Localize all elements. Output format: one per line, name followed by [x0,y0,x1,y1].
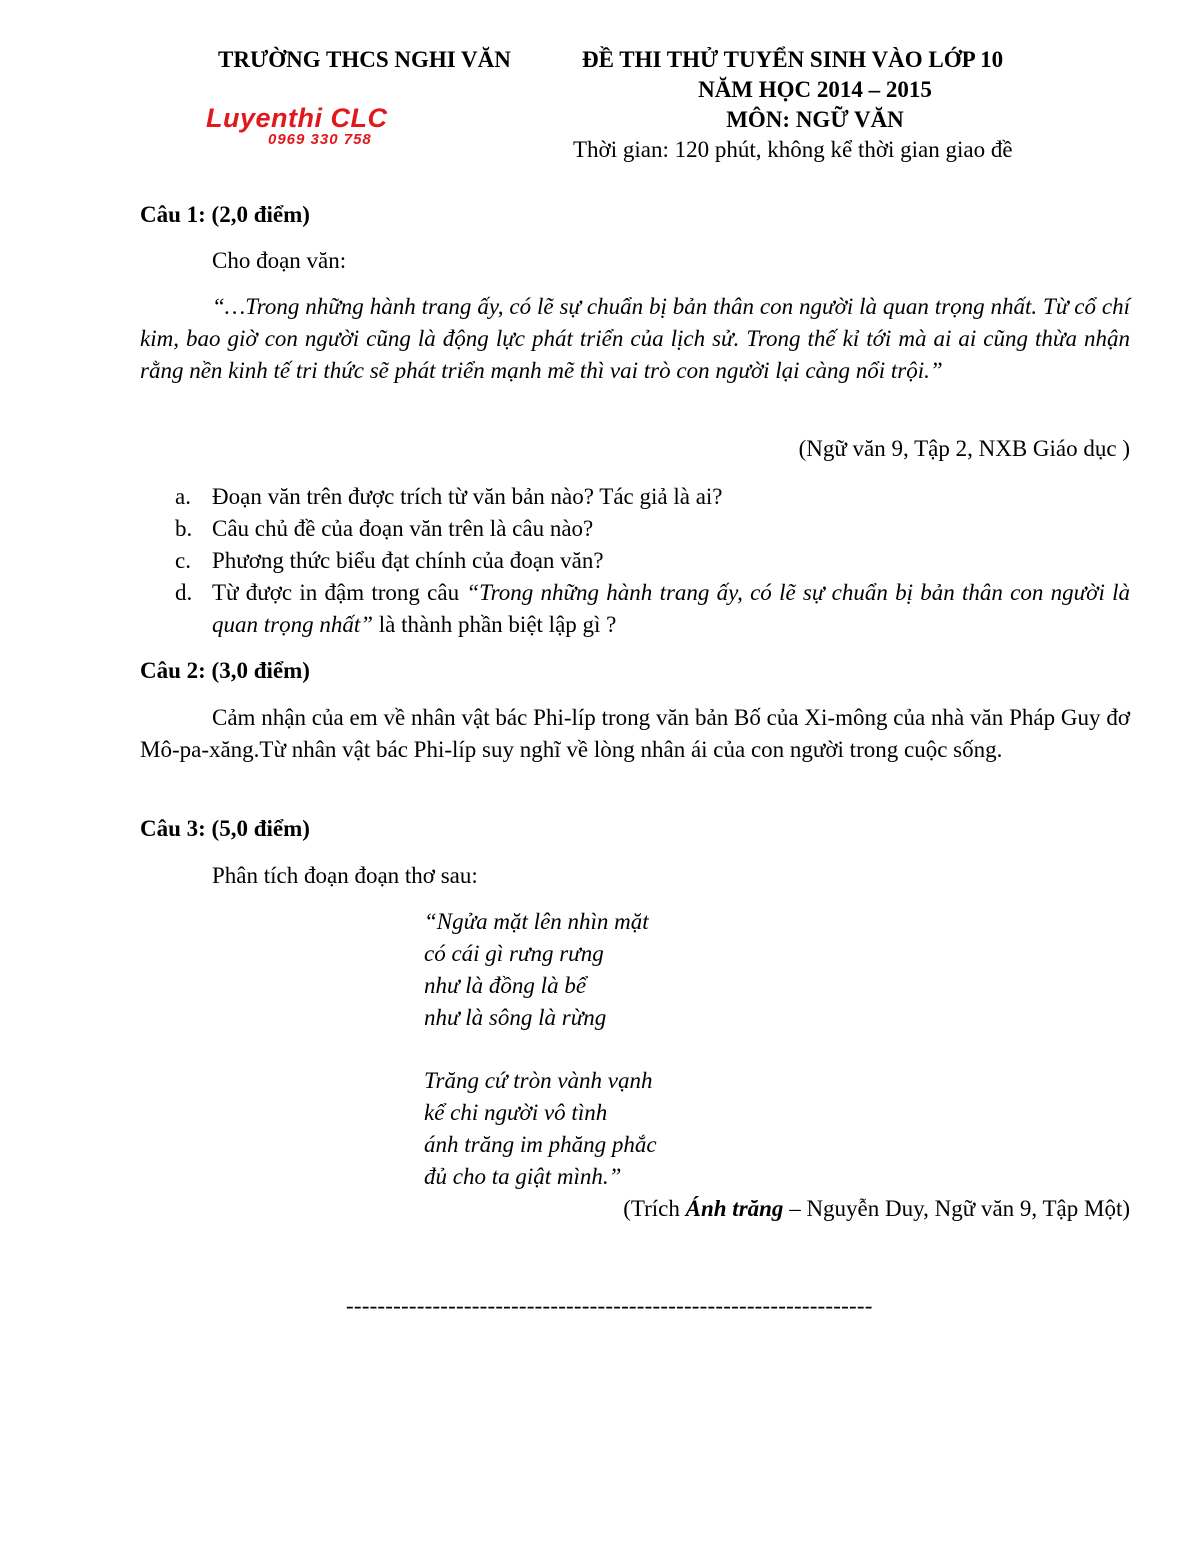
poem-source-title: Ánh trăng [685,1196,784,1221]
poem-stanza-2 [424,1065,657,1193]
logo-name: Luyenthi CLC [206,103,388,133]
question1-intro: Cho đoạn văn: [212,248,347,273]
footer-separator: ------------------------------------------------------------------- [346,1293,873,1318]
question2-heading: Câu 2: (3,0 điểm) [140,658,310,683]
item-text: Câu chủ đề của đoạn văn trên là câu nào? [212,516,594,541]
poem-line: Trăng cứ tròn vành vạnh [424,1068,653,1093]
poem-line: “Ngửa mặt lên nhìn mặt [424,909,649,934]
logo-phone: 0969 330 758 [268,131,372,148]
list-item [175,577,1130,641]
item-d-suffix: là thành phần biệt lập gì ? [373,612,617,637]
item-label: c. [175,548,191,573]
poem-line: đủ cho ta giật mình.” [424,1164,622,1189]
question2-text: Cảm nhận của em về nhân vật bác Phi-líp trong văn bản Bố của Xi-mông của nhà văn Pháp Guy đơ Mô-pa-xăng.Từ nhân vật bác Phi-líp suy nghĩ về lòng nhân ái của con người trong cuộc sống. [140,705,1130,762]
question1-source: (Ngữ văn 9, Tập 2, NXB Giáo dục ) [798,436,1130,461]
item-label: a. [175,484,191,509]
exam-title: ĐỀ THI THỬ TUYỂN SINH VÀO LỚP 10 [582,47,1004,72]
poem-line: ánh trăng im phăng phắc [424,1132,657,1157]
school-year: NĂM HỌC 2014 – 2015 [698,77,932,102]
list-item [175,513,1130,545]
poem-line: như là sông là rừng [424,1005,607,1030]
question3-heading: Câu 3: (5,0 điểm) [140,816,310,841]
item-text [212,577,1130,641]
poem-line: có cái gì rưng rưng [424,941,604,966]
item-text: Đoạn văn trên được trích từ văn bản nào? Tác giả là ai? [212,484,723,509]
logo [206,104,436,152]
list-item [175,545,1130,577]
subject: MÔN: NGỮ VĂN [726,107,904,132]
item-d-prefix: Từ được in đậm trong câu [212,580,467,605]
poem-source [500,1193,1130,1225]
school-name: TRƯỜNG THCS NGHI VĂN [218,47,511,72]
item-text: Phương thức biểu đạt chính của đoạn văn? [212,548,604,573]
poem-line: kể chi người vô tình [424,1100,608,1125]
item-d-quote: “Trong những hành trang ấy, có lẽ sự chuẩn bị bản thân con người là quan trọng nhất” [212,580,1130,637]
poem-source-open: (Trích [623,1196,686,1221]
poem-source-rest: – Nguyễn Duy, Ngữ văn 9, Tập Một) [783,1196,1130,1221]
question1-heading: Câu 1: (2,0 điểm) [140,202,310,227]
poem-line: như là đồng là bể [424,973,587,998]
poem-stanza-1 [424,906,649,1034]
exam-duration: Thời gian: 120 phút, không kể thời gian giao đề [573,137,1013,162]
item-label: d. [175,580,193,605]
item-label: b. [175,516,193,541]
question1-passage: “…Trong những hành trang ấy, có lẽ sự chuẩn bị bản thân con người là quan trọng nhất. Từ cổ chí kim, bao giờ con người cũng là động lực phát triển của lịch sử. Trong thế kỉ tới mà ai ai cũng thừa nhận rằng nền kinh tế tri thức sẽ phát triển mạnh mẽ thì vai trò con người lại càng nổi trội.” [140,294,1130,383]
list-item [175,481,1130,513]
question3-intro: Phân tích đoạn đoạn thơ sau: [212,863,478,888]
